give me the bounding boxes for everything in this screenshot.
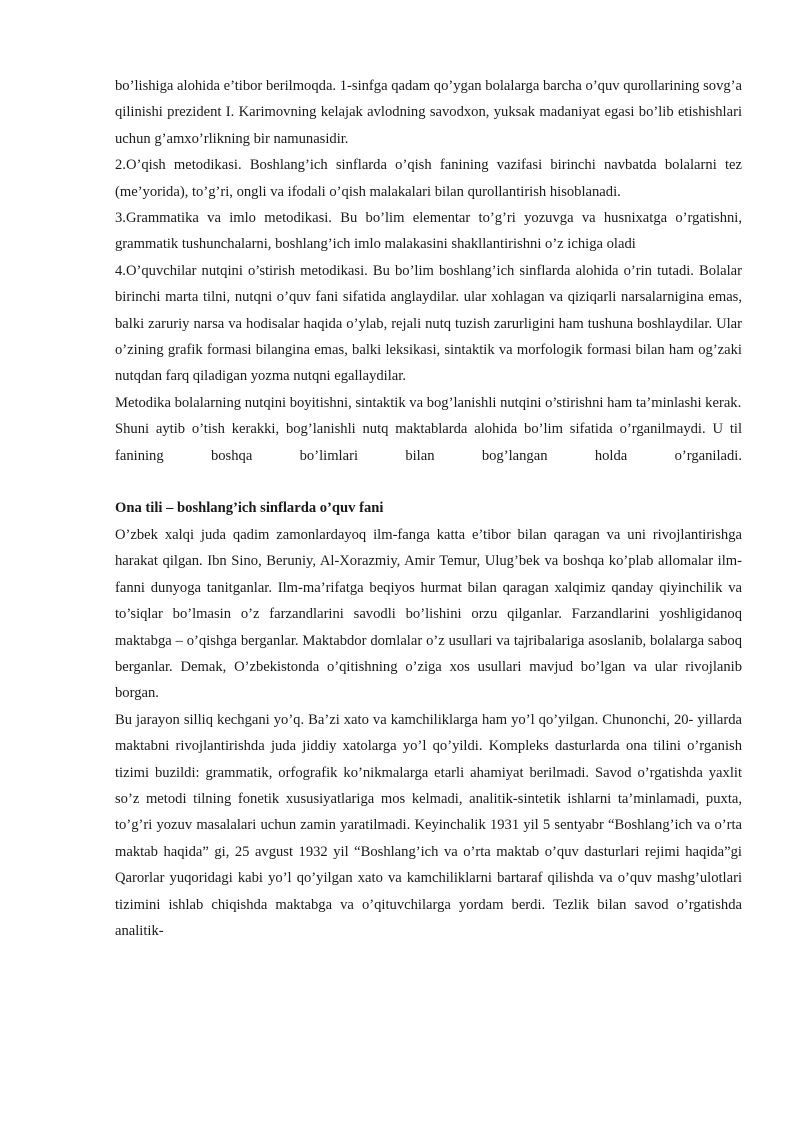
paragraph-grammar-methodology: 3.Grammatika va imlo metodikasi. Bu bo’lim elementar to’g’ri yozuvga va husnixatga o’rgatishni, grammatik tushunchalarni, boshlang’ich imlo malakasini shakllantirishni o’z ichiga oladi (115, 210, 742, 253)
paragraph-connected-speech: Shuni aytib o’tish kerakki, bog’lanishli nutq maktablarda alohida bo’lim sifatida o’rganilmaydi. U til fanining boshqa bo’limlari bilan bog’langan holda o’rganiladi. (115, 421, 742, 464)
blank-line (115, 469, 742, 495)
paragraph-reading-methodology: 2.O’qish metodikasi. Boshlang’ich sinflarda o’qish fanining vazifasi birinchi navbatda bolalarni tez (me’yorida), to’g’ri, ongli va ifodali o’qish malakalari bilan qurollantirish hisoblanadi. (115, 157, 742, 200)
paragraph-speech-methodology: 4.O’quvchilar nutqini o’stirish metodikasi. Bu bo’lim boshlang’ich sinflarda alohida o’rin tutadi. Bolalar birinchi marta tilni, nutqni o’quv fani sifatida anglaydilar. ular xohlagan va qiziqarli narsalarnigina emas, balki zaruriy narsa va hodisalar haqida o’ylab, rejali nutq tuzish zarurligini ham tushuna boshlaydilar. Ular o’zining grafik formasi bilangina emas, balki leksikasi, sintaktik va morfologik formasi bilan ham og’zaki nutqdan farq qiladigan yozma nutqni egallaydilar. (115, 262, 742, 385)
paragraph-uzbek-people: O’zbek xalqi juda qadim zamonlardayoq ilm-fanga katta e’tibor bilan qaragan va uni rivojlantirishga harakat qilgan. Ibn Sino, Beruniy, Al-Xorazmiy, Amir Temur, Ulug’bek va boshqa ko’plab allomalar ilm-fanni dunyoga tanitganlar. Ilm-ma’rifatga beqiyos hurmat bilan qaragan xalqimiz qanday qiyinchilik va to’siqlar bo’lmasin o’z farzandlarini savodli bo’lishini orzu qilganlar. Farzandlarini yoshligidanoq maktabga – o’qishga berganlar. Maktabdor domlalar o’z usullari va tajribalariga asoslanib, bolalarga saboq berganlar. Demak, O’zbekistonda o’qitishning o’ziga xos usullari mavjud bo’lgan va ular rivojlanib borgan. (115, 526, 742, 702)
paragraph-methodology-enrichment: Metodika bolalarning nutqini boyitishni, sintaktik va bog’lanishli nutqini o’stirishni ham ta’minlashi kerak. (115, 394, 742, 411)
document-page (115, 73, 742, 944)
paragraph-continuation: bo’lishiga alohida e’tibor berilmoqda. 1-sinfga qadam qo’ygan bolalarga barcha o’quv qurollarining sovg’a qilinishi prezident I. Karimovning kelajak avlodning savodxon, yuksak madaniyat egasi bo’lib etishishlari uchun g’amxo’rlikning bir namunasidir. (115, 78, 742, 147)
section-heading: Ona tili – boshlang’ich sinflarda o’quv fani (115, 500, 384, 517)
paragraph-process-history: Bu jarayon silliq kechgani yo’q. Ba’zi xato va kamchiliklarga ham yo’l qo’yilgan. Chunonchi, 20- yillarda maktabni rivojlantirishda juda jiddiy xatolarga yo’l qo’yildi. Kompleks dasturlarda ona tilini o’rganish tizimi buzildi: grammatik, orfografik ko’nikmalarga etarli ahamiyat berilmadi. Savod o’rgatishda yaxlit so’z metodi tilning fonetik xususiyatlariga mos kelmadi, analitik-sintetik ishlarni ta’minlamadi, puxta, to’g’ri yozuv masalalari uchun zamin yaratilmadi. Keyinchalik 1931 yil 5 sentyabr “Boshlang’ich va o’rta maktab haqida” gi, 25 avgust 1932 yil “Boshlang’ich va o’rta maktab o’quv dasturlari rejimi haqida”gi Qarorlar yuqoridagi kabi yo’l qo’yilgan xato va kamchiliklarni bartaraf qilishda va o’quv mashg’ulotlari tizimini ishlab chiqishda maktabga va o’qituvchilarga yordam berdi. Tezlik bilan savod o’rgatishda analitik- (115, 711, 742, 939)
